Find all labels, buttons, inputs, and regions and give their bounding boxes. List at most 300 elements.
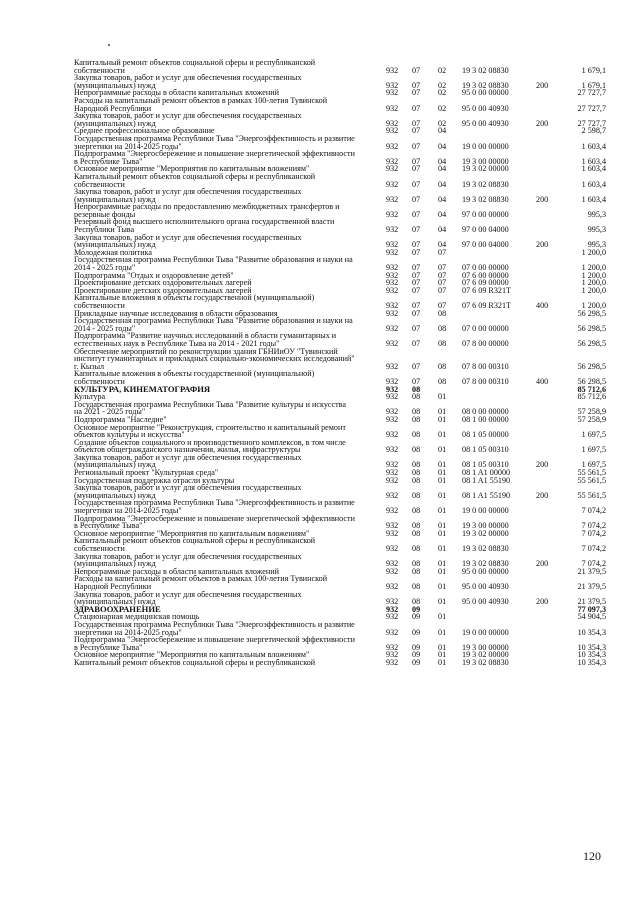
row-grbs: 932 xyxy=(386,392,399,402)
row-grbs: 932 xyxy=(386,80,399,90)
row-section: 07 xyxy=(412,308,421,318)
row-target-article: 08 1 00 00000 xyxy=(462,414,509,424)
table-row xyxy=(74,74,606,89)
row-subsection: 08 xyxy=(438,323,447,333)
row-grbs: 932 xyxy=(386,141,399,151)
table-row xyxy=(74,537,606,552)
row-name: Резервный фонд высшего исполнительного органа государственной власти Республики Тыва xyxy=(74,217,335,235)
table-row xyxy=(74,332,606,347)
row-subsection: 02 xyxy=(438,65,447,75)
row-name: Молодежная политика xyxy=(74,247,152,257)
row-section: 07 xyxy=(412,247,421,257)
row-target-article: 19 3 02 08830 xyxy=(462,657,509,667)
row-section: 07 xyxy=(412,240,421,250)
row-grbs: 932 xyxy=(386,490,399,500)
row-name: Государственная программа Республики Тыва "Энергоэффективность и развитие энергетики на 2014-2025 годы" xyxy=(74,498,355,516)
row-section: 08 xyxy=(412,566,421,576)
row-name: Государственная программа Республики Тыва "Развитие образования и науки на 2014 - 2025 годы" xyxy=(74,255,353,273)
row-grbs: 932 xyxy=(386,506,399,516)
row-section: 07 xyxy=(412,361,421,371)
row-name: Проектирование детских оздоровительных лагерей xyxy=(74,278,252,288)
row-grbs: 932 xyxy=(386,650,399,660)
row-section: 08 xyxy=(412,490,421,500)
row-name: Государственная программа Республики Тыва "Энергоэффективность и развитие энергетики на 2014-2025 годы" xyxy=(74,133,355,151)
row-subsection: 01 xyxy=(438,581,447,591)
row-grbs: 932 xyxy=(386,179,399,189)
row-name: Создание объектов социального и производственного комплексов, в том числе объектов общегражданского назначения, жилья, инфраструктуры xyxy=(74,437,346,455)
row-grbs: 932 xyxy=(386,278,399,288)
row-amount: 85 712,6 xyxy=(577,392,606,402)
row-section: 07 xyxy=(412,263,421,273)
row-amount: 10 354,3 xyxy=(577,657,606,667)
row-subsection: 01 xyxy=(438,392,447,402)
row-section: 07 xyxy=(412,65,421,75)
row-expense-type: 200 xyxy=(536,597,549,607)
row-subsection: 04 xyxy=(438,240,447,250)
row-subsection: 01 xyxy=(438,506,447,516)
row-subsection: 08 xyxy=(438,376,447,386)
row-name: Основное мероприятие "Мероприятия по капитальным вложениям" xyxy=(74,164,310,174)
row-subsection: 01 xyxy=(438,460,447,470)
row-amount: 2 598,7 xyxy=(581,126,606,136)
row-subsection: 01 xyxy=(438,414,447,424)
table-row xyxy=(74,203,606,218)
row-section: 08 xyxy=(412,475,421,485)
row-name: Капитальный ремонт объектов социальной сферы и республиканской собственности xyxy=(74,536,316,553)
row-expense-type: 200 xyxy=(536,194,549,204)
row-amount: 1 603,4 xyxy=(581,164,606,174)
row-section: 08 xyxy=(412,506,421,516)
row-target-article: 19 3 00 00000 xyxy=(462,642,509,652)
row-amount: 56 298,5 xyxy=(577,338,606,348)
row-amount: 57 258,9 xyxy=(577,407,606,417)
row-grbs: 932 xyxy=(386,240,399,250)
row-amount: 27 727,7 xyxy=(577,103,606,113)
row-subsection: 04 xyxy=(438,141,447,151)
table-row xyxy=(74,59,606,74)
row-name: Подпрограмма "Энергосбережение и повышение энергетической эффективности в Республике Тыва" xyxy=(74,149,355,166)
table-row xyxy=(74,218,606,233)
row-target-article: 07 0 00 00000 xyxy=(462,323,509,333)
row-grbs: 932 xyxy=(386,209,399,219)
row-amount: 10 354,3 xyxy=(577,627,606,637)
row-grbs: 932 xyxy=(386,164,399,174)
row-grbs: 932 xyxy=(386,194,399,204)
row-grbs: 932 xyxy=(386,156,399,166)
row-amount: 85 712,6 xyxy=(577,384,606,394)
table-row xyxy=(74,112,606,127)
row-name: Капитальный ремонт объектов социальной сферы и республиканской собственности xyxy=(74,171,316,189)
row-target-article: 19 0 00 00000 xyxy=(462,506,509,516)
row-section: 07 xyxy=(412,164,421,174)
row-section: 08 xyxy=(412,445,421,455)
row-grbs: 932 xyxy=(386,376,399,386)
row-grbs: 932 xyxy=(386,361,399,371)
row-subsection: 07 xyxy=(438,263,447,273)
table-row xyxy=(74,515,606,530)
row-amount: 27 727,7 xyxy=(577,88,606,98)
row-name: Государственная программа Республики Тыва "Развитие культуры и искусства на 2021 - 2025 годы" xyxy=(74,399,346,417)
row-name: ЗДРАВООХРАНЕНИЕ xyxy=(74,603,161,614)
row-section: 09 xyxy=(412,650,421,660)
row-subsection: 01 xyxy=(438,642,447,652)
row-amount: 1 697,5 xyxy=(581,460,606,470)
table-row xyxy=(74,553,606,568)
row-grbs: 932 xyxy=(386,384,399,394)
row-name: Расходы на капитальный ремонт объектов в рамках 100-летия Тувинской Народной Республики xyxy=(74,95,328,113)
row-amount: 56 298,5 xyxy=(577,308,606,318)
row-section: 08 xyxy=(412,392,421,402)
row-subsection: 04 xyxy=(438,194,447,204)
row-target-article: 07 8 00 00310 xyxy=(462,376,509,386)
row-section: 09 xyxy=(412,627,421,637)
row-name: Непрограммные расходы в области капитальных вложений xyxy=(74,88,279,98)
row-name: Подпрограмма "Наследие" xyxy=(74,414,167,424)
row-target-article: 19 3 02 08830 xyxy=(462,544,509,553)
row-grbs: 932 xyxy=(386,126,399,136)
row-amount: 1 200,0 xyxy=(581,301,606,310)
row-name: Закупка товаров, работ и услуг для обеспечения государственных (муниципальных) нужд xyxy=(74,111,302,128)
row-target-article: 07 6 09 00000 xyxy=(462,278,509,288)
row-target-article: 07 0 00 00000 xyxy=(462,263,509,273)
row-name: Расходы на капитальный ремонт объектов в рамках 100-летия Тувинской Народной Республики xyxy=(74,574,328,591)
row-amount: 10 354,3 xyxy=(577,642,606,652)
row-grbs: 932 xyxy=(386,414,399,424)
row-name: Закупка товаров, работ и услуг для обеспечения государственных (муниципальных) нужд xyxy=(74,483,302,500)
row-section: 07 xyxy=(412,270,421,280)
row-name: Закупка товаров, работ и услуг для обеспечения государственных (муниципальных) нужд xyxy=(74,589,302,607)
row-target-article: 08 1 05 00000 xyxy=(462,430,509,440)
table-row xyxy=(74,659,606,667)
row-name: Культура xyxy=(74,392,106,402)
row-grbs: 932 xyxy=(386,118,399,128)
row-amount: 21 379,5 xyxy=(577,566,606,576)
row-section: 07 xyxy=(412,225,421,235)
row-subsection: 01 xyxy=(438,521,447,531)
table-row xyxy=(74,294,606,309)
row-target-article: 97 0 00 00000 xyxy=(462,209,509,219)
row-amount: 1 603,4 xyxy=(581,194,606,204)
table-row xyxy=(74,383,606,394)
row-expense-type: 200 xyxy=(536,118,549,128)
row-subsection: 02 xyxy=(438,118,447,128)
row-subsection: 02 xyxy=(438,80,447,90)
row-grbs: 932 xyxy=(386,642,399,652)
row-target-article: 08 0 00 00000 xyxy=(462,407,509,417)
row-subsection: 07 xyxy=(438,285,447,295)
row-section: 08 xyxy=(412,468,421,478)
row-section: 09 xyxy=(412,604,421,614)
row-section: 09 xyxy=(412,642,421,652)
row-target-article: 95 0 00 00000 xyxy=(462,566,509,576)
row-grbs: 932 xyxy=(386,323,399,333)
row-section: 08 xyxy=(412,581,421,591)
row-target-article: 08 1 A1 55190 xyxy=(462,475,511,485)
row-section: 08 xyxy=(412,414,421,424)
row-grbs: 932 xyxy=(386,597,399,607)
row-name: Подпрограмма "Энергосбережение и повышение энергетической эффективности в Республике Тыва" xyxy=(74,513,355,531)
row-name: Капитальные вложения в объекты государственной (муниципальной) собственности xyxy=(74,369,315,386)
row-name: Прикладные научные исследования в области образования xyxy=(74,308,278,318)
row-amount: 21 379,5 xyxy=(577,581,606,591)
row-name: Непрограммные расходы в области капитальных вложений xyxy=(74,566,279,576)
row-name: Капитальный ремонт объектов социальной сферы и республиканской собственности xyxy=(74,58,316,75)
row-subsection: 04 xyxy=(438,164,447,174)
row-name: Обеспечение мероприятий по реконструкции здания ГБНИиОУ "Тувинский институт гуманитарных и прикладных социально-экономических исследований" г. Кызыл xyxy=(74,346,355,371)
row-grbs: 932 xyxy=(386,103,399,113)
row-name: Подпрограмма "Отдых и оздоровление детей" xyxy=(74,270,234,280)
row-amount: 1 200,0 xyxy=(581,278,606,288)
row-target-article: 95 0 00 40930 xyxy=(462,597,509,607)
row-target-article: 07 6 09 R321T xyxy=(462,285,511,295)
row-grbs: 932 xyxy=(386,604,399,614)
row-name: Закупка товаров, работ и услуг для обеспечения государственных (муниципальных) нужд xyxy=(74,551,302,569)
row-section: 07 xyxy=(412,285,421,295)
row-expense-type: 200 xyxy=(536,559,549,569)
row-grbs: 932 xyxy=(386,528,399,538)
row-amount: 1 200,0 xyxy=(581,247,606,257)
row-section: 07 xyxy=(412,278,421,288)
table-row xyxy=(74,97,606,112)
row-section: 09 xyxy=(412,657,421,667)
table-row xyxy=(74,348,606,371)
row-subsection: 08 xyxy=(438,308,447,318)
table-row xyxy=(74,454,606,469)
row-subsection: 01 xyxy=(438,597,447,607)
row-grbs: 932 xyxy=(386,657,399,667)
row-target-article: 07 6 00 00000 xyxy=(462,270,509,280)
row-grbs: 932 xyxy=(386,430,399,440)
table-row xyxy=(74,234,606,249)
row-subsection: 02 xyxy=(438,88,447,98)
table-row xyxy=(74,173,606,188)
row-section: 07 xyxy=(412,179,421,189)
row-subsection: 08 xyxy=(438,361,447,371)
row-amount: 995,3 xyxy=(587,225,606,235)
row-section: 08 xyxy=(412,544,421,553)
row-amount: 1 679,1 xyxy=(581,65,606,75)
row-expense-type: 400 xyxy=(536,301,549,310)
table-row xyxy=(74,424,606,439)
row-section: 07 xyxy=(412,194,421,204)
row-subsection: 07 xyxy=(438,278,447,288)
row-amount: 1 200,0 xyxy=(581,263,606,273)
row-amount: 7 074,2 xyxy=(581,506,606,516)
row-name: Капитальный ремонт объектов социальной сферы и республиканской xyxy=(74,657,316,667)
row-name: Закупка товаров, работ и услуг для обеспечения государственных (муниципальных) нужд xyxy=(74,187,302,204)
row-section: 08 xyxy=(412,460,421,470)
row-section: 07 xyxy=(412,88,421,98)
row-name: Закупка товаров, работ и услуг для обеспечения государственных (муниципальных) нужд xyxy=(74,73,302,90)
row-amount: 1 603,4 xyxy=(581,179,606,189)
row-target-article: 95 0 00 40930 xyxy=(462,581,509,591)
row-target-article: 95 0 00 40930 xyxy=(462,118,509,128)
row-subsection: 04 xyxy=(438,209,447,219)
table-row xyxy=(74,401,606,416)
row-section: 08 xyxy=(412,559,421,569)
row-subsection: 07 xyxy=(438,247,447,257)
row-section: 08 xyxy=(412,521,421,531)
row-grbs: 932 xyxy=(386,559,399,569)
page-number: 120 xyxy=(583,849,601,863)
row-section: 07 xyxy=(412,301,421,310)
row-grbs: 932 xyxy=(386,521,399,531)
row-target-article: 19 3 00 00000 xyxy=(462,156,509,166)
row-subsection: 07 xyxy=(438,301,447,310)
row-grbs: 932 xyxy=(386,65,399,75)
row-target-article: 95 0 00 40930 xyxy=(462,103,509,113)
row-section: 07 xyxy=(412,103,421,113)
row-subsection: 01 xyxy=(438,650,447,660)
row-target-article: 19 3 02 08830 xyxy=(462,559,509,569)
row-subsection: 04 xyxy=(438,179,447,189)
row-target-article: 07 6 09 R321T xyxy=(462,301,511,310)
row-subsection: 01 xyxy=(438,430,447,440)
row-subsection: 08 xyxy=(438,338,447,348)
row-section: 07 xyxy=(412,80,421,90)
row-grbs: 932 xyxy=(386,301,399,310)
row-amount: 55 561,5 xyxy=(577,475,606,485)
table-row xyxy=(74,256,606,271)
row-subsection: 01 xyxy=(438,490,447,500)
row-section: 08 xyxy=(412,384,421,394)
row-subsection: 04 xyxy=(438,156,447,166)
row-subsection: 01 xyxy=(438,445,447,455)
table-row xyxy=(74,188,606,203)
row-target-article: 19 3 02 08830 xyxy=(462,65,509,75)
row-amount: 1 603,4 xyxy=(581,156,606,166)
table-row xyxy=(74,636,606,651)
row-amount: 21 379,5 xyxy=(577,597,606,607)
row-amount: 1 697,5 xyxy=(581,430,606,440)
row-grbs: 932 xyxy=(386,270,399,280)
row-target-article: 19 3 02 08830 xyxy=(462,194,509,204)
row-amount: 995,3 xyxy=(587,240,606,250)
row-target-article: 97 0 00 04000 xyxy=(462,240,509,250)
row-target-article: 19 3 02 00000 xyxy=(462,650,509,660)
row-name: Стационарная медицинская помощь xyxy=(74,612,200,622)
row-amount: 1 697,5 xyxy=(581,445,606,455)
row-name: Региональный проект "Культурная среда" xyxy=(74,468,219,478)
row-grbs: 932 xyxy=(386,263,399,273)
row-section: 07 xyxy=(412,156,421,166)
row-grbs: 932 xyxy=(386,308,399,318)
row-amount: 55 561,5 xyxy=(577,468,606,478)
row-grbs: 932 xyxy=(386,544,399,553)
row-subsection: 01 xyxy=(438,566,447,576)
row-grbs: 932 xyxy=(386,225,399,235)
row-subsection: 04 xyxy=(438,225,447,235)
row-subsection: 01 xyxy=(438,544,447,553)
row-amount: 56 298,5 xyxy=(577,323,606,333)
row-target-article: 08 1 05 00310 xyxy=(462,445,509,455)
row-amount: 7 074,2 xyxy=(581,528,606,538)
row-subsection: 04 xyxy=(438,126,447,136)
row-subsection: 02 xyxy=(438,103,447,113)
row-target-article: 08 1 05 00310 xyxy=(462,460,509,470)
row-grbs: 932 xyxy=(386,612,399,622)
row-target-article: 07 8 00 00000 xyxy=(462,338,509,348)
row-grbs: 932 xyxy=(386,475,399,485)
row-section: 07 xyxy=(412,126,421,136)
row-name: Основное мероприятие "Мероприятия по капитальным вложениям" xyxy=(74,528,310,538)
table-row xyxy=(74,439,606,454)
row-target-article: 07 8 00 00310 xyxy=(462,361,509,371)
row-target-article: 19 3 02 08830 xyxy=(462,179,509,189)
scan-speck xyxy=(108,44,110,46)
row-grbs: 932 xyxy=(386,247,399,257)
row-amount: 1 200,0 xyxy=(581,270,606,280)
row-section: 07 xyxy=(412,323,421,333)
row-subsection: 07 xyxy=(438,270,447,280)
row-grbs: 932 xyxy=(386,407,399,417)
table-row xyxy=(74,135,606,150)
row-name: Основное мероприятие "Реконструкция, строительство и капитальный ремонт объектов культуры и искусства" xyxy=(74,422,346,440)
row-amount: 77 097,3 xyxy=(577,604,606,614)
row-expense-type: 200 xyxy=(536,240,549,250)
row-target-article: 97 0 00 04000 xyxy=(462,225,509,235)
row-subsection: 01 xyxy=(438,475,447,485)
table-row xyxy=(74,484,606,499)
row-grbs: 932 xyxy=(386,581,399,591)
row-amount: 56 298,5 xyxy=(577,361,606,371)
row-grbs: 932 xyxy=(386,566,399,576)
row-subsection: 01 xyxy=(438,528,447,538)
row-target-article: 19 3 02 08830 xyxy=(462,80,509,90)
row-expense-type: 400 xyxy=(536,376,549,386)
row-section: 07 xyxy=(412,118,421,128)
row-name: Среднее профессиональное образование xyxy=(74,126,215,136)
row-grbs: 932 xyxy=(386,285,399,295)
row-expense-type: 200 xyxy=(536,80,549,90)
row-section: 07 xyxy=(412,209,421,219)
row-name: Государственная программа Республики Тыва "Энергоэффективность и развитие энергетики на 2014-2025 годы" xyxy=(74,619,355,637)
row-name: КУЛЬТУРА, КИНЕМАТОГРАФИЯ xyxy=(74,383,211,394)
row-section: 07 xyxy=(412,338,421,348)
row-amount: 7 074,2 xyxy=(581,559,606,569)
row-name: Государственная поддержка отрасли культуры xyxy=(74,475,235,485)
row-name: Государственная программа Республики Тыва "Развитие образования и науки на 2014 - 2025 годы" xyxy=(74,316,353,333)
row-expense-type: 200 xyxy=(536,490,549,500)
row-subsection: 01 xyxy=(438,468,447,478)
row-section: 09 xyxy=(412,612,421,622)
row-grbs: 932 xyxy=(386,468,399,478)
row-section: 08 xyxy=(412,407,421,417)
table-row xyxy=(74,621,606,636)
row-section: 07 xyxy=(412,141,421,151)
row-amount: 7 074,2 xyxy=(581,544,606,553)
row-name: Закупка товаров, работ и услуг для обеспечения государственных (муниципальных) нужд xyxy=(74,452,302,470)
row-target-article: 19 3 02 00000 xyxy=(462,528,509,538)
row-section: 07 xyxy=(412,376,421,386)
row-target-article: 08 1 A1 55190 xyxy=(462,490,511,500)
row-target-article: 19 3 02 00000 xyxy=(462,164,509,174)
row-subsection: 01 xyxy=(438,559,447,569)
row-amount: 1 603,4 xyxy=(581,141,606,151)
row-target-article: 19 0 00 00000 xyxy=(462,627,509,637)
row-amount: 27 727,7 xyxy=(577,118,606,128)
row-amount: 1 200,0 xyxy=(581,285,606,295)
row-subsection: 01 xyxy=(438,627,447,637)
row-subsection: 01 xyxy=(438,657,447,667)
row-section: 08 xyxy=(412,430,421,440)
row-amount: 55 561,5 xyxy=(577,490,606,500)
row-grbs: 932 xyxy=(386,445,399,455)
row-amount: 10 354,3 xyxy=(577,650,606,660)
row-name: Основное мероприятие "Мероприятия по капитальным вложениям" xyxy=(74,650,310,660)
row-amount: 56 298,5 xyxy=(577,376,606,386)
row-name: Подпрограмма "Развитие научных исследований в области гуманитарных и естественных наук в Республике Тыва на 2014 - 2021 годы" xyxy=(74,331,337,348)
